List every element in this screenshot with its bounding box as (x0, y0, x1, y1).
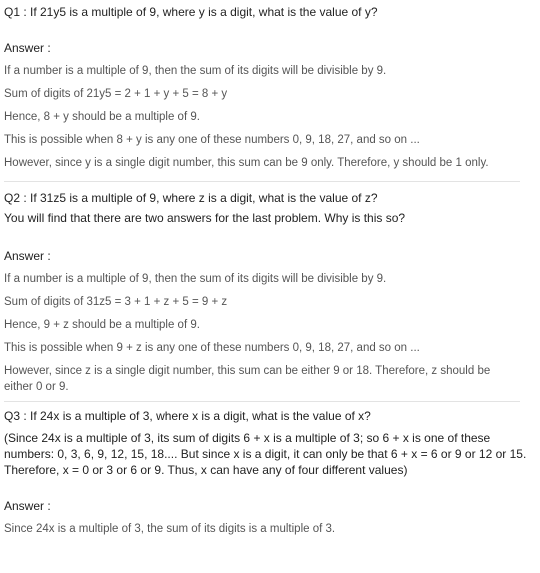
answer-label-2: Answer : (4, 249, 51, 263)
answer-1-line-1: If a number is a multiple of 9, then the sum of its digits will be divisible by 9. (4, 65, 387, 77)
answer-2-line-1: If a number is a multiple of 9, then the sum of its digits will be divisible by 9. (4, 273, 387, 285)
answer-2-line-6: either 0 or 9. (4, 381, 69, 393)
question-2: Q2 : If 31z5 is a multiple of 9, where z is a digit, what is the value of z? (4, 191, 378, 205)
answer-1-line-2: Sum of digits of 21y5 = 2 + 1 + y + 5 = 8 + y (4, 88, 228, 100)
question-3-note-line-3: Therefore, x = 0 or 3 or 6 or 9. Thus, x can have any of four different values) (4, 463, 408, 477)
question-3: Q3 : If 24x is a multiple of 3, where x is a digit, what is the value of x? (4, 409, 371, 423)
question-1: Q1 : If 21y5 is a multiple of 9, where y is a digit, what is the value of y? (4, 5, 378, 19)
answer-3-line-1: Since 24x is a multiple of 3, the sum of its digits is a multiple of 3. (4, 523, 336, 535)
question-3-note-line-1: (Since 24x is a multiple of 3, its sum of digits 6 + x is a multiple of 3; so 6 + x is one of these (4, 431, 491, 445)
answer-1-line-5: However, since y is a single digit number, this sum can be 9 only. Therefore, y should be 1 only. (4, 157, 489, 169)
answer-2-line-2: Sum of digits of 31z5 = 3 + 1 + z + 5 = 9 + z (4, 296, 228, 308)
answer-label-1: Answer : (4, 41, 51, 55)
answer-label-3: Answer : (4, 499, 51, 513)
answer-2-line-5: However, since z is a single digit number, this sum can be either 9 or 18. Therefore, z should be (4, 365, 491, 377)
answer-2-line-4: This is possible when 9 + z is any one of these numbers 0, 9, 18, 27, and so on ... (4, 342, 420, 354)
answer-1-line-4: This is possible when 8 + y is any one of these numbers 0, 9, 18, 27, and so on ... (4, 134, 420, 146)
answer-1-line-3: Hence, 8 + y should be a multiple of 9. (4, 111, 200, 123)
question-2-note: You will find that there are two answers for the last problem. Why is this so? (4, 211, 406, 225)
answer-2-line-3: Hence, 9 + z should be a multiple of 9. (4, 319, 200, 331)
question-3-note-line-2: numbers: 0, 3, 6, 9, 12, 15, 18.... But since x is a digit, it can only be that 6 + x = 6 or 9 or 12 or 15. (4, 447, 527, 461)
